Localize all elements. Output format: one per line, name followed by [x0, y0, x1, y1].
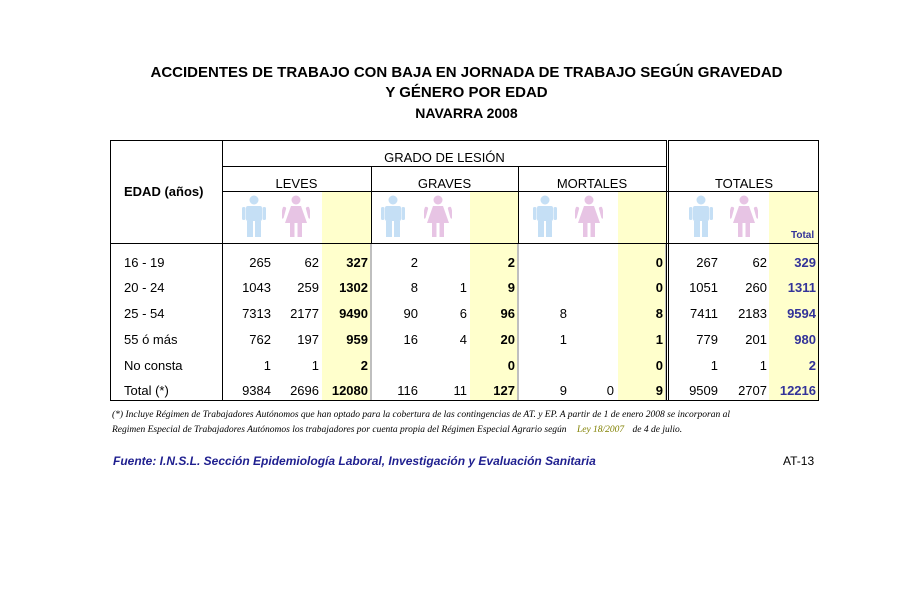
mortales-women-cell: 0 — [606, 383, 614, 398]
totales-men-cell: 9509 — [689, 383, 718, 398]
table-border-bottom — [110, 400, 819, 401]
graves-total-cell: 127 — [493, 383, 515, 398]
grado-underline — [222, 166, 667, 167]
leves-women-cell: 2696 — [290, 383, 319, 398]
total-column-label: Total — [791, 230, 815, 241]
leves-women-cell: 259 — [297, 280, 319, 295]
totales-men-cell: 779 — [696, 332, 718, 347]
leves-women-cell: 2177 — [290, 306, 319, 321]
graves-total-cell: 20 — [500, 332, 515, 347]
leves-header: LEVES — [275, 176, 318, 191]
totales-women-cell: 2707 — [738, 383, 767, 398]
graves-total-cell: 0 — [507, 358, 515, 373]
mortales-header: MORTALES — [556, 176, 628, 191]
footnote-end: de 4 de julio. — [632, 425, 683, 435]
graves-women-cell: 6 — [459, 306, 467, 321]
row-label: 55 ó más — [124, 332, 178, 347]
leves-men-cell: 9384 — [242, 383, 271, 398]
leves-total-cell: 959 — [346, 332, 368, 347]
leves-men-cell: 265 — [249, 255, 271, 270]
graves-men-cell: 8 — [410, 280, 418, 295]
totales-men-cell: 1 — [710, 358, 718, 373]
footnote-line-1: (*) Incluye Régimen de Trabajadores Autónomos que han optado para la cobertura de las contingencias de AT. y EP. A partir de 1 de enero 2008 se incorporan al — [112, 410, 730, 420]
leves-total-cell: 1302 — [339, 280, 368, 295]
edad-header: EDAD (años) — [124, 184, 204, 199]
graves-men-cell: 90 — [403, 306, 418, 321]
title-line-1: ACCIDENTES DE TRABAJO CON BAJA EN JORNADA DE TRABAJO SEGÚN GRAVEDAD — [150, 64, 783, 81]
totales-women-cell: 201 — [745, 332, 767, 347]
totales-total-cell: 1311 — [787, 280, 816, 295]
mortales-total-cell: 0 — [655, 280, 663, 295]
law-reference: Ley 18/2007 — [576, 425, 625, 435]
leves-men-cell: 762 — [249, 332, 271, 347]
row-label: 25 - 54 — [124, 306, 165, 321]
leves-men-cell: 7313 — [242, 306, 271, 321]
leves-total-cell: 327 — [346, 255, 368, 270]
table-border-left — [110, 140, 111, 401]
column-shadow — [517, 243, 519, 400]
graves-men-cell: 16 — [403, 332, 418, 347]
totales-women-cell: 2183 — [738, 306, 767, 321]
header-bottom — [110, 243, 819, 244]
graves-header: GRAVES — [417, 176, 472, 191]
graves-women-cell: 4 — [459, 332, 467, 347]
totales-men-cell: 267 — [696, 255, 718, 270]
totales-women-cell: 260 — [745, 280, 767, 295]
female-figure-icon — [282, 195, 310, 242]
totales-women-cell: 1 — [759, 358, 767, 373]
totales-men-cell: 7411 — [690, 306, 718, 321]
mortales-total-cell: 9 — [655, 383, 663, 398]
female-figure-icon — [575, 195, 603, 242]
totales-women-cell: 62 — [752, 255, 767, 270]
leves-total-cell: 2 — [360, 358, 368, 373]
totales-total-cell: 9594 — [787, 306, 816, 321]
row-label: 20 - 24 — [124, 280, 165, 295]
mortales-total-cell: 0 — [655, 358, 663, 373]
female-figure-icon — [424, 195, 452, 242]
leves-total-cell: 12080 — [331, 383, 368, 398]
mortales-men-cell: 9 — [559, 383, 567, 398]
page-code: AT-13 — [783, 454, 815, 468]
table-border-top — [110, 140, 667, 141]
leves-men-cell: 1 — [263, 358, 271, 373]
graves-women-cell: 1 — [459, 280, 467, 295]
graves-men-cell: 2 — [410, 255, 418, 270]
mortales-total-cell: 0 — [655, 255, 663, 270]
male-figure-icon — [689, 195, 713, 242]
totales-total-cell: 980 — [794, 332, 816, 347]
row-label: 16 - 19 — [124, 255, 165, 270]
totales-total-cell: 2 — [808, 358, 816, 373]
grado-header: GRADO DE LESIÓN — [384, 150, 505, 165]
totales-border-top — [669, 140, 819, 141]
leves-women-cell: 1 — [311, 358, 319, 373]
footnote-line-2 — [112, 425, 682, 435]
footnote-text: Regimen Especial de Trabajadores Autónomos los trabajadores por cuenta propia del Régimen Especial Agrario según — [112, 425, 567, 435]
graves-men-cell: 116 — [397, 383, 418, 398]
graves-women-cell: 11 — [453, 383, 467, 398]
totales-men-cell: 1051 — [689, 280, 718, 295]
graves-total-cell: 9 — [507, 280, 515, 295]
mortales-divider — [666, 140, 667, 401]
mortales-men-cell: 8 — [559, 306, 567, 321]
totales-total-cell: 12216 — [779, 383, 816, 398]
group-underline — [222, 191, 819, 192]
mortales-total-cell: 1 — [655, 332, 663, 347]
leves-men-cell: 1043 — [242, 280, 271, 295]
graves-total-cell: 2 — [507, 255, 515, 270]
male-figure-icon — [533, 195, 557, 242]
mortales-men-cell: 1 — [559, 332, 567, 347]
leves-women-cell: 197 — [297, 332, 319, 347]
male-figure-icon — [381, 195, 405, 242]
female-figure-icon — [730, 195, 758, 242]
row-label: Total (*) — [124, 383, 169, 398]
title-line-2: Y GÉNERO POR EDAD — [385, 84, 548, 101]
male-figure-icon — [242, 195, 266, 242]
row-label: No consta — [124, 358, 183, 373]
leves-total-cell: 9490 — [339, 306, 368, 321]
leves-women-cell: 62 — [304, 255, 319, 270]
graves-total-cell: 96 — [500, 306, 515, 321]
totales-total-cell: 329 — [794, 255, 816, 270]
title-line-3: NAVARRA 2008 — [415, 105, 518, 121]
totales-header: TOTALES — [714, 176, 774, 191]
source-line: Fuente: I.N.S.L. Sección Epidemiología Laboral, Investigación y Evaluación Sanitaria — [113, 454, 596, 468]
mortales-total-cell: 8 — [655, 306, 663, 321]
